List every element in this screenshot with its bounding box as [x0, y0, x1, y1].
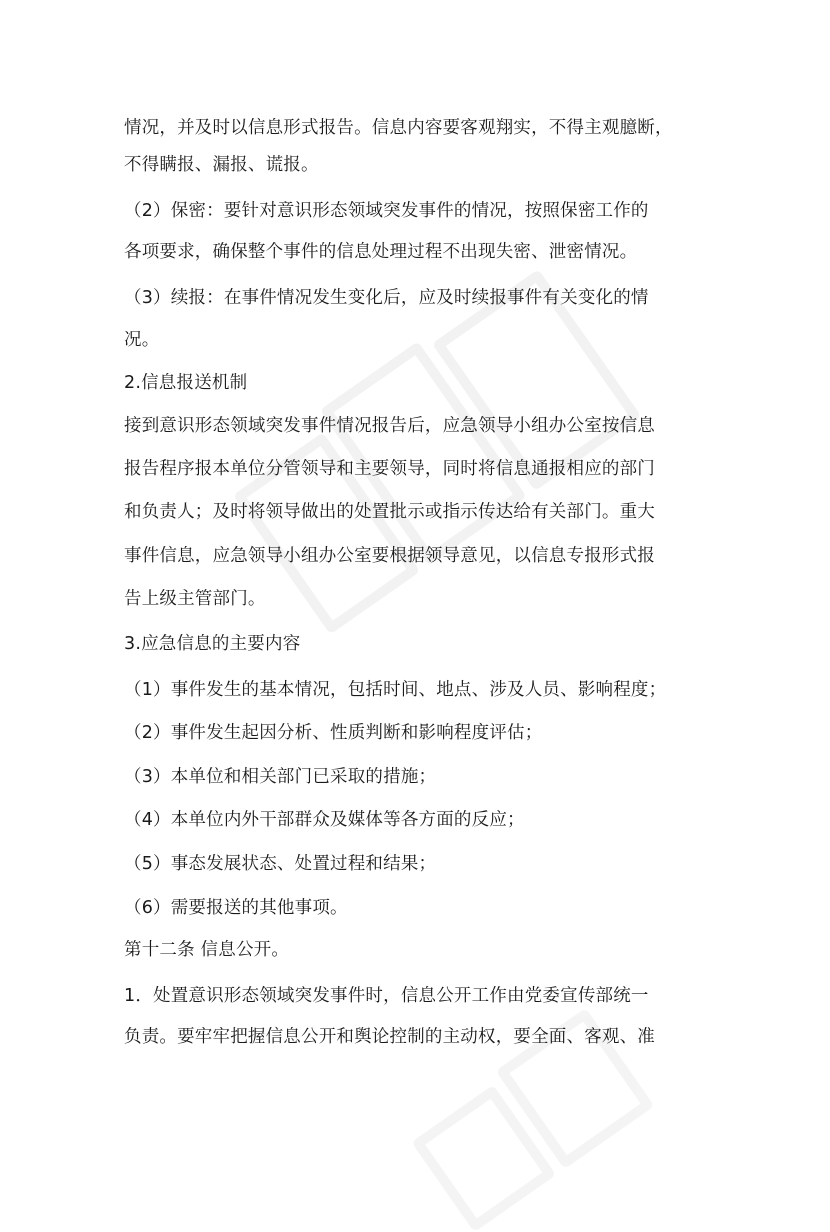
- article-heading: 第十二条 信息公开。: [124, 940, 290, 960]
- text-line: 各项要求，确保整个事件的信息处理过程不出现失密、泄密情况。: [124, 242, 638, 262]
- section-heading: 2.信息报送机制: [124, 373, 248, 393]
- list-item: （6）需要报送的其他事项。: [124, 898, 348, 918]
- text-line: 告上级主管部门。: [124, 589, 266, 609]
- text-line: 负责。要牢牢把握信息公开和舆论控制的主动权，要全面、客观、准: [124, 1027, 655, 1047]
- section-heading: 3.应急信息的主要内容: [124, 634, 301, 654]
- list-item: （1）事件发生的基本情况，包括时间、地点、涉及人员、影响程度；: [124, 680, 667, 700]
- text-line: 报告程序报本单位分管领导和主要领导，同时将信息通报相应的部门: [124, 459, 655, 479]
- list-item: （4）本单位内外干部群众及媒体等各方面的反应；: [124, 810, 525, 830]
- list-item: （3）本单位和相关部门已采取的措施；: [124, 767, 437, 787]
- text-line: 不得瞒报、漏报、谎报。: [124, 155, 319, 175]
- list-item: （5）事态发展状态、处置过程和结果；: [124, 854, 437, 874]
- text-line: （3）续报：在事件情况发生变化后，应及时续报事件有关变化的情: [124, 288, 649, 308]
- text-line: 和负责人；及时将领导做出的处置批示或指示传达给有关部门。重大: [124, 502, 655, 522]
- list-item: （2）事件发生起因分析、性质判断和影响程度评估；: [124, 723, 543, 743]
- text-line: （2）保密：要针对意识形态领域突发事件的情况，按照保密工作的: [124, 201, 649, 221]
- text-line: 况。: [124, 330, 160, 350]
- text-line: 事件信息，应急领导小组办公室要根据领导意见，以信息专报形式报: [124, 546, 655, 566]
- text-line: 1．处置意识形态领域突发事件时，信息公开工作由党委宣传部统一: [124, 986, 649, 1006]
- text-line: 接到意识形态领域突发事件情况报告后，应急领导小组办公室按信息: [124, 416, 655, 436]
- text-line: 情况，并及时以信息形式报告。信息内容要客观翔实，不得主观臆断，: [124, 118, 673, 138]
